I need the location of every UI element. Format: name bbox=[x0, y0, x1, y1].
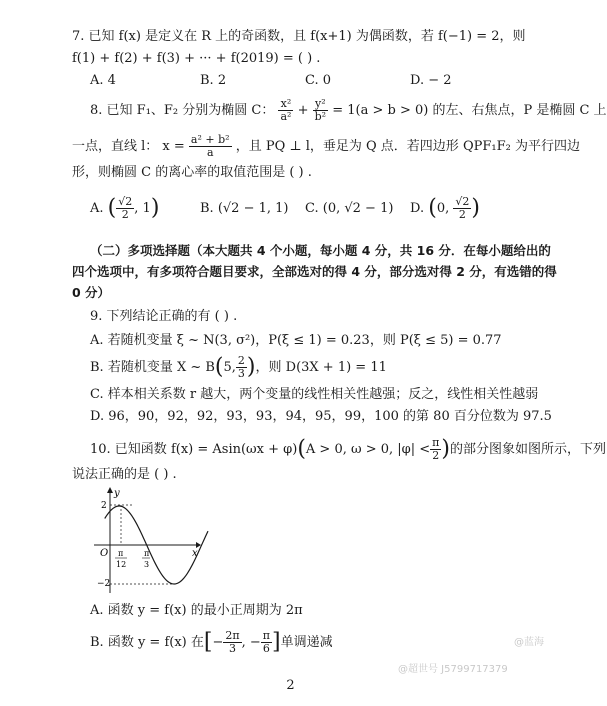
q9-option-c: C. 样本相关系数 r 越大，两个变量的线性相关性越强；反之，线性相关性越弱 bbox=[90, 387, 539, 402]
q7-option-b: B. 2 bbox=[200, 73, 227, 88]
ellipse-x-fraction: $\frac{\text{x²}}{\text{a²}}$ bbox=[280, 97, 292, 123]
q8-line2-prefix: 一点，直线 l： x = bbox=[72, 139, 185, 154]
q9-option-a: A. 若随机变量 ξ ~ N(3, σ²)，P(ξ ≤ 1) = 0.23，则 P(ξ ≤ 5) = 0.77 bbox=[90, 333, 502, 348]
line-l-fraction: $\frac{\text{a² + b²}}{a}$ bbox=[190, 133, 230, 159]
q9-b-fraction: $\frac{2}{3}$ bbox=[237, 354, 245, 380]
q10-option-a: A. 函数 y = f(x) 的最小正周期为 2π bbox=[90, 603, 303, 618]
q8-option-c: C. (0, √2 − 1) bbox=[305, 201, 394, 216]
y-axis-arrow bbox=[107, 487, 113, 493]
x2-tick-num: π bbox=[144, 549, 150, 558]
watermark-small: @蓝海 bbox=[514, 637, 544, 648]
q8-option-d: D. (0, $\frac{√2}{2}$ ) bbox=[410, 195, 480, 221]
q7-line1: 7. 已知 f(x) 是定义在 R 上的奇函数，且 f(x+1) 为偶函数，若 f(−1) = 2，则 bbox=[72, 29, 526, 44]
q10-line2: 说法正确的是 ( ) . bbox=[72, 467, 177, 482]
q8-line2 bbox=[72, 134, 580, 159]
sine-graph bbox=[88, 485, 203, 597]
ellipse-y-fraction: $\frac{\text{y²}}{\text{b²}}$ bbox=[314, 97, 327, 123]
section2-line3: 0 分） bbox=[72, 285, 111, 300]
q10-line1: 10. 已知函数 f(x) = Asin(ωx + φ)(A > 0, ω > 0, |φ| < $\frac{\pi}{2}$ )的部分图象如图所示，下列 bbox=[90, 436, 607, 462]
x2-tick-den: 3 bbox=[144, 560, 150, 569]
q8-option-b: B. (√2 − 1, 1) bbox=[200, 201, 289, 216]
section2-line2: 四个选项中，有多项符合题目要求，全部选对的得 4 分，部分选对得 2 分，有选错的得 bbox=[72, 264, 557, 279]
q10-b-fraction2: $\frac{\pi}{6}$ bbox=[262, 629, 271, 655]
q10-cond-fraction: $\frac{\pi}{2}$ bbox=[432, 436, 440, 462]
q10-b-fraction1: $\frac{2\pi}{3}$ bbox=[225, 629, 240, 655]
q10-option-b: B. 函数 y = f(x) 在[− $\frac{2\pi}{3}$ , − $\frac{\pi}{6}$ ]单调递减 bbox=[90, 629, 333, 655]
tick-label-bottom: −2 bbox=[97, 579, 111, 589]
q8-line1-prefix: 8. 已知 F₁、F₂ 分别为椭圆 C： bbox=[90, 103, 275, 118]
x1-tick-num: π bbox=[118, 549, 124, 558]
q8-line2-suffix: ，且 PQ ⊥ l，垂足为 Q 点．若四边形 QPF₁F₂ 为平行四边 bbox=[235, 139, 580, 154]
y-axis-label: y bbox=[114, 488, 120, 499]
q8-line1 bbox=[90, 98, 607, 123]
page-number: 2 bbox=[286, 678, 295, 693]
origin-label: O bbox=[100, 548, 109, 559]
x1-tick-den: 12 bbox=[116, 560, 127, 569]
q8-line3: 形，则椭圆 C 的离心率的取值范围是 ( ) . bbox=[72, 165, 312, 180]
q8-line1-suffix: = 1(a > b > 0) 的左、右焦点，P 是椭圆 C 上 bbox=[332, 103, 607, 118]
q9-option-b: B. 若随机变量 X ~ B(5, $\frac{2}{3}$ )，则 D(3X + 1) = 11 bbox=[90, 354, 387, 380]
watermark-id: @超世号 J5799717379 bbox=[398, 664, 508, 675]
q8-option-a: A. ( $\frac{√2}{2}$ , 1) bbox=[90, 195, 160, 221]
plus-sign: + bbox=[297, 103, 309, 118]
q7-line2: f(1) + f(2) + f(3) + ··· + f(2019) = ( ) . bbox=[72, 51, 321, 66]
q7-option-d: D. − 2 bbox=[410, 73, 452, 88]
q9-option-d: D. 96，90，92，92，93，93，94，95，99，100 的第 80 百分位数为 97.5 bbox=[90, 409, 552, 424]
q9-stem: 9. 下列结论正确的有 ( ) . bbox=[90, 309, 238, 324]
x-axis-label: x bbox=[192, 548, 198, 559]
q7-option-a: A. 4 bbox=[90, 73, 116, 88]
section2-line1: （二）多项选择题（本大题共 4 个小题，每小题 4 分，共 16 分．在每小题给出的 bbox=[90, 243, 551, 258]
tick-label-top: 2 bbox=[101, 501, 107, 511]
q7-option-c: C. 0 bbox=[305, 73, 332, 88]
